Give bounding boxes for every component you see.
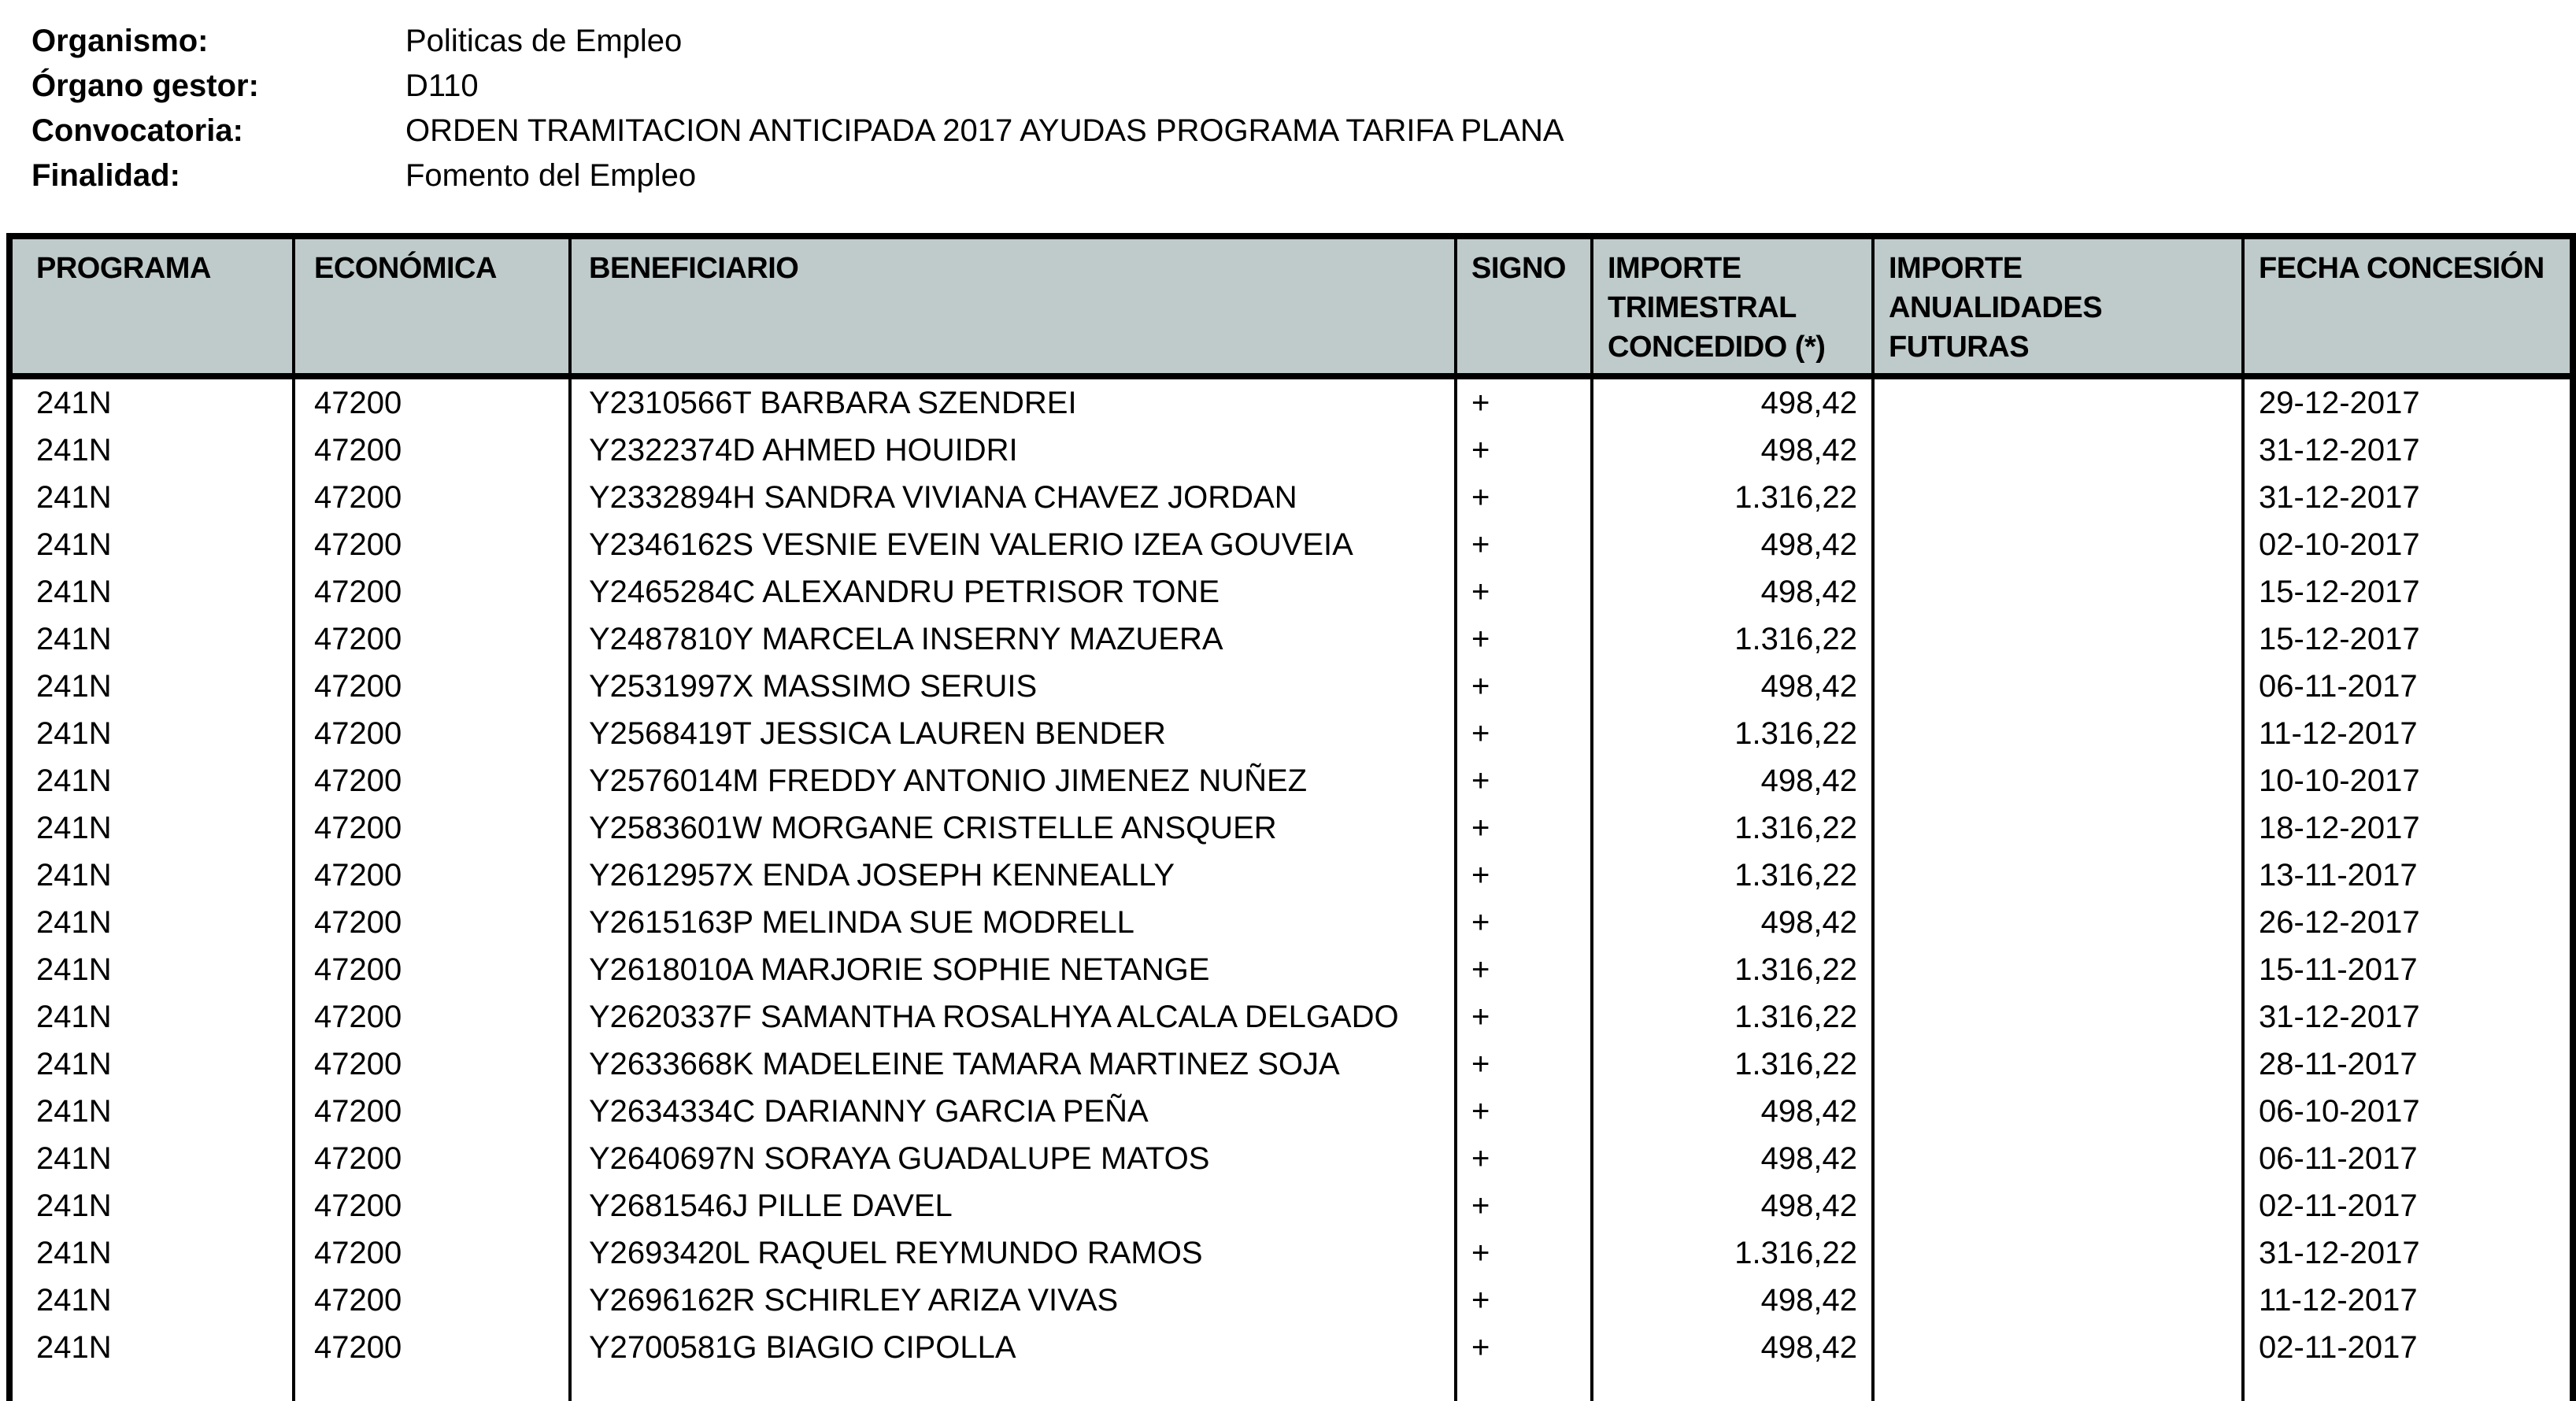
cell-fecha-concesion: 02-11-2017 bbox=[2243, 1182, 2573, 1229]
cell-beneficiario: Y2640697N SORAYA GUADALUPE MATOS bbox=[570, 1135, 1456, 1182]
cell-economica: 47200 bbox=[294, 899, 570, 946]
cell-fecha-concesion: 31-12-2017 bbox=[2243, 474, 2573, 521]
table-row bbox=[9, 1229, 2573, 1277]
cell-importe-trimestral-concedido: 1.316,22 bbox=[1592, 710, 1873, 757]
cell-fecha-concesion: 29-12-2017 bbox=[2243, 376, 2573, 427]
cell-importe-anualidades-futuras bbox=[1873, 521, 2243, 568]
cell-fecha-concesion: 11-12-2017 bbox=[2243, 710, 2573, 757]
cell-economica: 47200 bbox=[294, 427, 570, 474]
cell-signo: + bbox=[1456, 474, 1592, 521]
meta-line-convocatoria bbox=[31, 109, 2576, 153]
meta-value-organo-gestor: D110 bbox=[405, 68, 479, 103]
cell-economica: 47200 bbox=[294, 663, 570, 710]
cell-economica: 47200 bbox=[294, 1229, 570, 1277]
filler-cell bbox=[570, 1371, 1456, 1401]
filler-cell bbox=[1456, 1371, 1592, 1401]
cell-economica: 47200 bbox=[294, 946, 570, 993]
cell-economica: 47200 bbox=[294, 1041, 570, 1088]
cell-beneficiario: Y2696162R SCHIRLEY ARIZA VIVAS bbox=[570, 1277, 1456, 1324]
cell-programa: 241N bbox=[9, 376, 294, 427]
cell-signo: + bbox=[1456, 804, 1592, 852]
cell-programa: 241N bbox=[9, 1088, 294, 1135]
cell-importe-anualidades-futuras bbox=[1873, 946, 2243, 993]
cell-importe-trimestral-concedido: 498,42 bbox=[1592, 521, 1873, 568]
meta-value-organismo: Politicas de Empleo bbox=[405, 24, 683, 58]
meta-line-finalidad bbox=[31, 153, 2576, 198]
meta-line-organo-gestor bbox=[31, 64, 2576, 109]
cell-importe-anualidades-futuras bbox=[1873, 710, 2243, 757]
cell-fecha-concesion: 28-11-2017 bbox=[2243, 1041, 2573, 1088]
cell-beneficiario: Y2322374D AHMED HOUIDRI bbox=[570, 427, 1456, 474]
cell-beneficiario: Y2465284C ALEXANDRU PETRISOR TONE bbox=[570, 568, 1456, 615]
cell-importe-trimestral-concedido: 498,42 bbox=[1592, 427, 1873, 474]
column-header-economica: ECONÓMICA bbox=[294, 236, 570, 376]
cell-signo: + bbox=[1456, 946, 1592, 993]
cell-signo: + bbox=[1456, 1088, 1592, 1135]
cell-beneficiario: Y2633668K MADELEINE TAMARA MARTINEZ SOJA bbox=[570, 1041, 1456, 1088]
cell-fecha-concesion: 18-12-2017 bbox=[2243, 804, 2573, 852]
cell-beneficiario: Y2693420L RAQUEL REYMUNDO RAMOS bbox=[570, 1229, 1456, 1277]
cell-signo: + bbox=[1456, 568, 1592, 615]
cell-beneficiario: Y2531997X MASSIMO SERUIS bbox=[570, 663, 1456, 710]
cell-importe-trimestral-concedido: 1.316,22 bbox=[1592, 1229, 1873, 1277]
cell-programa: 241N bbox=[9, 663, 294, 710]
cell-importe-trimestral-concedido: 498,42 bbox=[1592, 1277, 1873, 1324]
cell-signo: + bbox=[1456, 852, 1592, 899]
cell-importe-anualidades-futuras bbox=[1873, 899, 2243, 946]
cell-programa: 241N bbox=[9, 710, 294, 757]
cell-fecha-concesion: 11-12-2017 bbox=[2243, 1277, 2573, 1324]
cell-importe-trimestral-concedido: 1.316,22 bbox=[1592, 474, 1873, 521]
cell-programa: 241N bbox=[9, 804, 294, 852]
cell-signo: + bbox=[1456, 615, 1592, 663]
table-row bbox=[9, 993, 2573, 1041]
cell-beneficiario: Y2583601W MORGANE CRISTELLE ANSQUER bbox=[570, 804, 1456, 852]
cell-importe-trimestral-concedido: 498,42 bbox=[1592, 899, 1873, 946]
cell-economica: 47200 bbox=[294, 1088, 570, 1135]
cell-importe-anualidades-futuras bbox=[1873, 1135, 2243, 1182]
table-row bbox=[9, 804, 2573, 852]
table-row bbox=[9, 1324, 2573, 1371]
cell-economica: 47200 bbox=[294, 1135, 570, 1182]
table-row bbox=[9, 757, 2573, 804]
cell-importe-anualidades-futuras bbox=[1873, 474, 2243, 521]
cell-fecha-concesion: 15-12-2017 bbox=[2243, 568, 2573, 615]
filler-cell bbox=[1592, 1371, 1873, 1401]
cell-programa: 241N bbox=[9, 899, 294, 946]
cell-beneficiario: Y2620337F SAMANTHA ROSALHYA ALCALA DELGADO bbox=[570, 993, 1456, 1041]
cell-fecha-concesion: 31-12-2017 bbox=[2243, 1229, 2573, 1277]
cell-programa: 241N bbox=[9, 474, 294, 521]
cell-programa: 241N bbox=[9, 946, 294, 993]
cell-signo: + bbox=[1456, 993, 1592, 1041]
cell-importe-trimestral-concedido: 498,42 bbox=[1592, 1135, 1873, 1182]
cell-signo: + bbox=[1456, 1041, 1592, 1088]
meta-label-organismo: Organismo: bbox=[31, 24, 209, 58]
column-header-importe-anualidades-futuras: IMPORTE ANUALIDADES FUTURAS bbox=[1873, 236, 2243, 376]
table-row bbox=[9, 376, 2573, 427]
cell-economica: 47200 bbox=[294, 804, 570, 852]
cell-economica: 47200 bbox=[294, 474, 570, 521]
header-row bbox=[9, 236, 2573, 376]
cell-beneficiario: Y2310566T BARBARA SZENDREI bbox=[570, 376, 1456, 427]
cell-programa: 241N bbox=[9, 757, 294, 804]
cell-fecha-concesion: 31-12-2017 bbox=[2243, 427, 2573, 474]
cell-importe-anualidades-futuras bbox=[1873, 1182, 2243, 1229]
meta-value-convocatoria: ORDEN TRAMITACION ANTICIPADA 2017 AYUDAS PROGRAMA TARIFA PLANA bbox=[405, 113, 1564, 148]
cell-importe-trimestral-concedido: 498,42 bbox=[1592, 1088, 1873, 1135]
meta-line-organismo bbox=[31, 19, 2576, 64]
cell-beneficiario: Y2346162S VESNIE EVEIN VALERIO IZEA GOUVEIA bbox=[570, 521, 1456, 568]
report-meta bbox=[31, 0, 2576, 198]
table-row bbox=[9, 899, 2573, 946]
table-row bbox=[9, 710, 2573, 757]
meta-label-finalidad: Finalidad: bbox=[31, 158, 180, 193]
grants-table-header bbox=[9, 236, 2573, 376]
cell-signo: + bbox=[1456, 710, 1592, 757]
cell-importe-trimestral-concedido: 498,42 bbox=[1592, 1324, 1873, 1371]
cell-beneficiario: Y2332894H SANDRA VIVIANA CHAVEZ JORDAN bbox=[570, 474, 1456, 521]
table-row bbox=[9, 946, 2573, 993]
cell-importe-trimestral-concedido: 498,42 bbox=[1592, 568, 1873, 615]
cell-economica: 47200 bbox=[294, 757, 570, 804]
cell-programa: 241N bbox=[9, 852, 294, 899]
cell-fecha-concesion: 15-12-2017 bbox=[2243, 615, 2573, 663]
cell-importe-trimestral-concedido: 498,42 bbox=[1592, 376, 1873, 427]
cell-importe-anualidades-futuras bbox=[1873, 804, 2243, 852]
cell-programa: 241N bbox=[9, 1324, 294, 1371]
cell-programa: 241N bbox=[9, 993, 294, 1041]
cell-economica: 47200 bbox=[294, 1277, 570, 1324]
cell-fecha-concesion: 10-10-2017 bbox=[2243, 757, 2573, 804]
cell-beneficiario: Y2700581G BIAGIO CIPOLLA bbox=[570, 1324, 1456, 1371]
cell-importe-anualidades-futuras bbox=[1873, 568, 2243, 615]
cell-importe-anualidades-futuras bbox=[1873, 757, 2243, 804]
cell-economica: 47200 bbox=[294, 993, 570, 1041]
cell-importe-anualidades-futuras bbox=[1873, 1277, 2243, 1324]
cell-importe-anualidades-futuras bbox=[1873, 993, 2243, 1041]
table-row bbox=[9, 1041, 2573, 1088]
cell-signo: + bbox=[1456, 521, 1592, 568]
table-row bbox=[9, 474, 2573, 521]
column-header-fecha-concesion: FECHA CONCESIÓN bbox=[2243, 236, 2573, 376]
cell-signo: + bbox=[1456, 376, 1592, 427]
cell-signo: + bbox=[1456, 1182, 1592, 1229]
cell-signo: + bbox=[1456, 1324, 1592, 1371]
cell-importe-anualidades-futuras bbox=[1873, 1324, 2243, 1371]
cell-beneficiario: Y2568419T JESSICA LAUREN BENDER bbox=[570, 710, 1456, 757]
filler-cell bbox=[2243, 1371, 2573, 1401]
cell-signo: + bbox=[1456, 1229, 1592, 1277]
cell-fecha-concesion: 13-11-2017 bbox=[2243, 852, 2573, 899]
cell-programa: 241N bbox=[9, 1135, 294, 1182]
table-row bbox=[9, 1135, 2573, 1182]
cell-fecha-concesion: 06-10-2017 bbox=[2243, 1088, 2573, 1135]
cell-programa: 241N bbox=[9, 521, 294, 568]
cell-beneficiario: Y2618010A MARJORIE SOPHIE NETANGE bbox=[570, 946, 1456, 993]
table-row bbox=[9, 852, 2573, 899]
filler-cell bbox=[294, 1371, 570, 1401]
grants-table bbox=[6, 233, 2576, 1401]
cell-fecha-concesion: 26-12-2017 bbox=[2243, 899, 2573, 946]
cell-programa: 241N bbox=[9, 1229, 294, 1277]
meta-label-organo-gestor: Órgano gestor: bbox=[31, 68, 259, 103]
table-row bbox=[9, 427, 2573, 474]
cell-programa: 241N bbox=[9, 1041, 294, 1088]
cell-fecha-concesion: 06-11-2017 bbox=[2243, 663, 2573, 710]
column-header-beneficiario: BENEFICIARIO bbox=[570, 236, 1456, 376]
cell-signo: + bbox=[1456, 1135, 1592, 1182]
cell-fecha-concesion: 06-11-2017 bbox=[2243, 1135, 2573, 1182]
cell-importe-anualidades-futuras bbox=[1873, 1229, 2243, 1277]
cell-economica: 47200 bbox=[294, 376, 570, 427]
cell-economica: 47200 bbox=[294, 1182, 570, 1229]
column-header-signo: SIGNO bbox=[1456, 236, 1592, 376]
filler-cell bbox=[9, 1371, 294, 1401]
cell-importe-anualidades-futuras bbox=[1873, 852, 2243, 899]
cell-importe-trimestral-concedido: 498,42 bbox=[1592, 663, 1873, 710]
cell-beneficiario: Y2615163P MELINDA SUE MODRELL bbox=[570, 899, 1456, 946]
cell-beneficiario: Y2612957X ENDA JOSEPH KENNEALLY bbox=[570, 852, 1456, 899]
meta-label-convocatoria: Convocatoria: bbox=[31, 113, 243, 148]
cell-programa: 241N bbox=[9, 1277, 294, 1324]
table-row bbox=[9, 1182, 2573, 1229]
cell-signo: + bbox=[1456, 663, 1592, 710]
table-row bbox=[9, 1277, 2573, 1324]
table-row bbox=[9, 568, 2573, 615]
cell-importe-trimestral-concedido: 1.316,22 bbox=[1592, 804, 1873, 852]
cell-beneficiario: Y2487810Y MARCELA INSERNY MAZUERA bbox=[570, 615, 1456, 663]
cell-economica: 47200 bbox=[294, 710, 570, 757]
meta-value-finalidad: Fomento del Empleo bbox=[405, 158, 697, 193]
cell-importe-trimestral-concedido: 1.316,22 bbox=[1592, 946, 1873, 993]
cell-importe-trimestral-concedido: 498,42 bbox=[1592, 1182, 1873, 1229]
cell-fecha-concesion: 31-12-2017 bbox=[2243, 993, 2573, 1041]
table-row bbox=[9, 663, 2573, 710]
cell-importe-anualidades-futuras bbox=[1873, 615, 2243, 663]
cell-importe-trimestral-concedido: 1.316,22 bbox=[1592, 615, 1873, 663]
column-header-programa: PROGRAMA bbox=[9, 236, 294, 376]
cell-beneficiario: Y2634334C DARIANNY GARCIA PEÑA bbox=[570, 1088, 1456, 1135]
table-filler-row bbox=[9, 1371, 2573, 1401]
cell-economica: 47200 bbox=[294, 568, 570, 615]
cell-programa: 241N bbox=[9, 568, 294, 615]
cell-signo: + bbox=[1456, 1277, 1592, 1324]
cell-beneficiario: Y2576014M FREDDY ANTONIO JIMENEZ NUÑEZ bbox=[570, 757, 1456, 804]
cell-fecha-concesion: 02-10-2017 bbox=[2243, 521, 2573, 568]
cell-economica: 47200 bbox=[294, 1324, 570, 1371]
cell-fecha-concesion: 02-11-2017 bbox=[2243, 1324, 2573, 1371]
cell-economica: 47200 bbox=[294, 852, 570, 899]
cell-programa: 241N bbox=[9, 1182, 294, 1229]
cell-importe-trimestral-concedido: 1.316,22 bbox=[1592, 993, 1873, 1041]
cell-programa: 241N bbox=[9, 427, 294, 474]
cell-fecha-concesion: 15-11-2017 bbox=[2243, 946, 2573, 993]
column-header-importe-trimestral-concedido: IMPORTE TRIMESTRAL CONCEDIDO (*) bbox=[1592, 236, 1873, 376]
cell-importe-trimestral-concedido: 498,42 bbox=[1592, 757, 1873, 804]
cell-importe-trimestral-concedido: 1.316,22 bbox=[1592, 852, 1873, 899]
table-row bbox=[9, 1088, 2573, 1135]
cell-importe-anualidades-futuras bbox=[1873, 376, 2243, 427]
cell-beneficiario: Y2681546J PILLE DAVEL bbox=[570, 1182, 1456, 1229]
cell-importe-anualidades-futuras bbox=[1873, 1088, 2243, 1135]
filler-cell bbox=[1873, 1371, 2243, 1401]
cell-economica: 47200 bbox=[294, 615, 570, 663]
cell-programa: 241N bbox=[9, 615, 294, 663]
table-row bbox=[9, 521, 2573, 568]
cell-signo: + bbox=[1456, 427, 1592, 474]
cell-signo: + bbox=[1456, 757, 1592, 804]
cell-importe-anualidades-futuras bbox=[1873, 663, 2243, 710]
grants-table-body bbox=[9, 376, 2573, 1401]
cell-importe-anualidades-futuras bbox=[1873, 427, 2243, 474]
cell-importe-anualidades-futuras bbox=[1873, 1041, 2243, 1088]
cell-importe-trimestral-concedido: 1.316,22 bbox=[1592, 1041, 1873, 1088]
cell-signo: + bbox=[1456, 899, 1592, 946]
table-row bbox=[9, 615, 2573, 663]
cell-economica: 47200 bbox=[294, 521, 570, 568]
